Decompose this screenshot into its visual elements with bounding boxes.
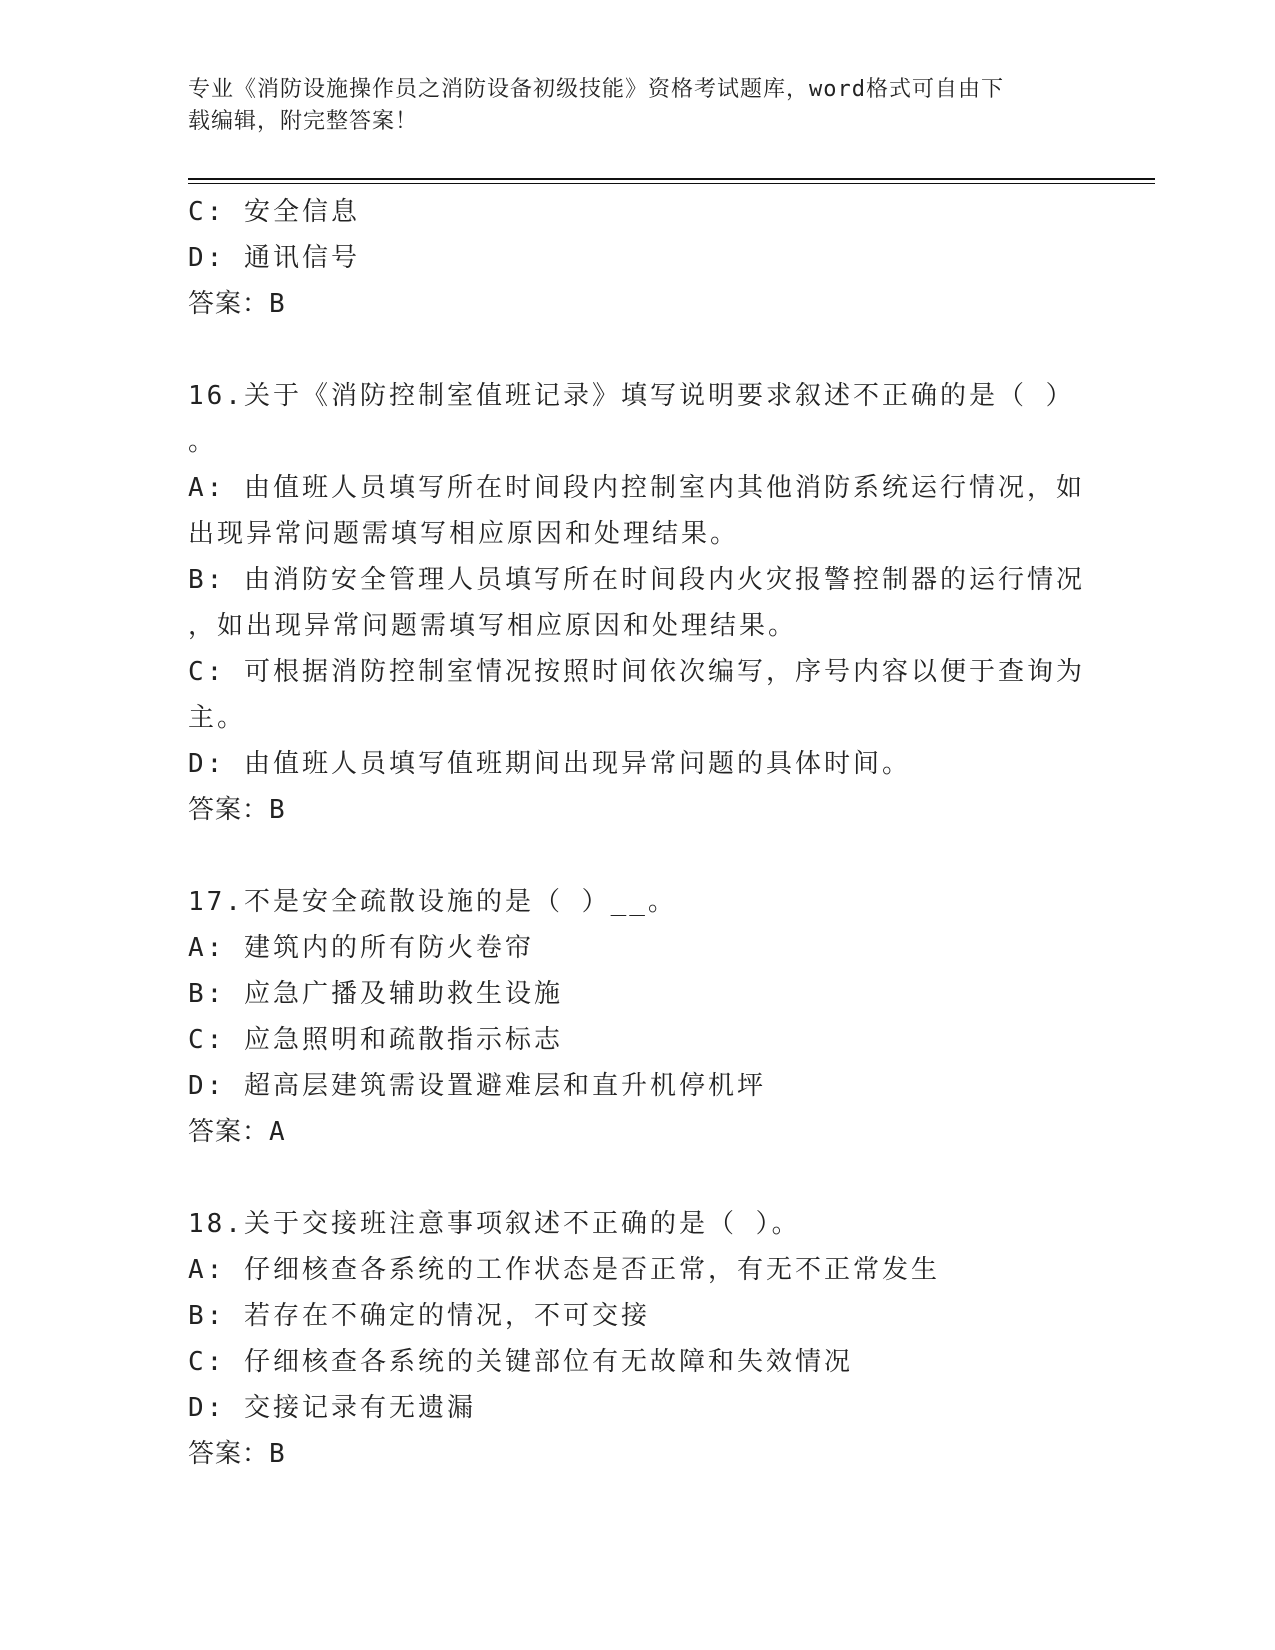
q16-answer: 答案：B	[188, 795, 286, 825]
q17-answer: 答案：A	[188, 1117, 286, 1147]
q15-answer: 答案：B	[188, 289, 286, 319]
q16-stem: 16.关于《消防控制室值班记录》填写说明要求叙述不正确的是（ ）	[188, 381, 1075, 411]
q17-option-c: C: 应急照明和疏散指示标志	[188, 1025, 563, 1055]
q16-option-c-continued: 主。	[188, 703, 247, 733]
q17-option-d: D: 超高层建筑需设置避难层和直升机停机坪	[188, 1071, 766, 1101]
q18-option-a: A: 仔细核查各系统的工作状态是否正常，有无不正常发生	[188, 1255, 940, 1285]
q16-option-a: A: 由值班人员填写所在时间段内控制室内其他消防系统运行情况，如	[188, 473, 1085, 503]
q16-option-c: C: 可根据消防控制室情况按照时间依次编写，序号内容以便于查询为	[188, 657, 1085, 687]
q18-option-b: B: 若存在不确定的情况，不可交接	[188, 1301, 650, 1331]
page-header	[188, 74, 1068, 138]
q15-option-c: C: 安全信息	[188, 197, 360, 227]
q15-option-d: D: 通讯信号	[188, 243, 360, 273]
q18-stem: 18.关于交接班注意事项叙述不正确的是（ ）。	[188, 1209, 801, 1239]
q16-option-a-continued: 出现异常问题需填写相应原因和处理结果。	[188, 519, 740, 549]
q18-option-d: D: 交接记录有无遗漏	[188, 1393, 476, 1423]
q18-option-c: C: 仔细核查各系统的关键部位有无故障和失效情况	[188, 1347, 853, 1377]
header-divider-thick	[188, 178, 1155, 180]
q16-option-b: B: 由消防安全管理人员填写所在时间段内火灾报警控制器的运行情况	[188, 565, 1085, 595]
header-line-2: 载编辑，附完整答案！	[188, 109, 419, 134]
question-content	[188, 189, 1088, 1477]
header-divider-thin	[188, 183, 1155, 184]
q17-option-a: A: 建筑内的所有防火卷帘	[188, 933, 534, 963]
q16-option-d: D: 由值班人员填写值班期间出现异常问题的具体时间。	[188, 749, 911, 779]
header-line-1: 专业《消防设施操作员之消防设备初级技能》资格考试题库，word格式可自由下	[188, 77, 1004, 102]
q16-stem-continued: 。	[188, 427, 218, 457]
q17-stem: 17.不是安全疏散设施的是（ ）__。	[188, 887, 677, 917]
q17-option-b: B: 应急广播及辅助救生设施	[188, 979, 563, 1009]
q16-option-b-continued: ，如出现异常问题需填写相应原因和处理结果。	[188, 611, 798, 641]
q18-answer: 答案：B	[188, 1439, 286, 1469]
